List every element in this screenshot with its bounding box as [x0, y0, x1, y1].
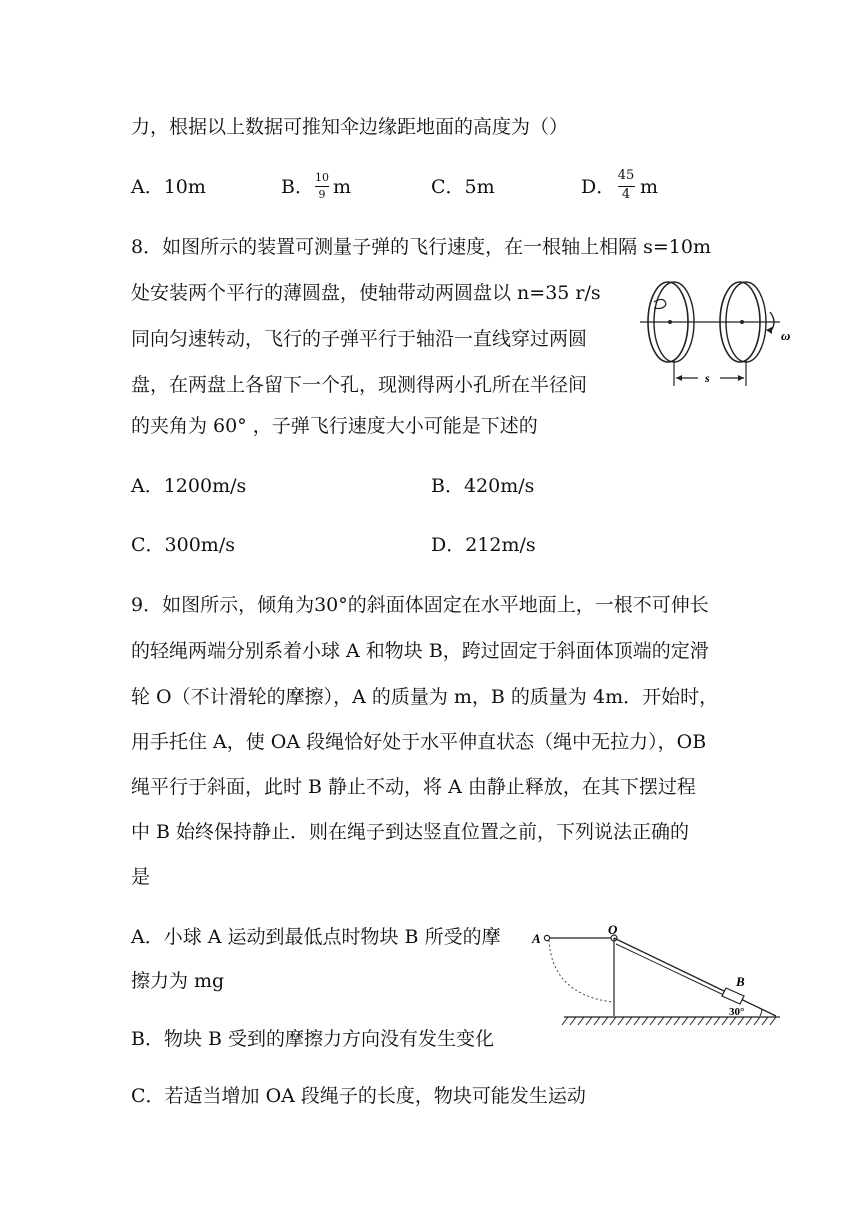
q8-s-label: s	[705, 371, 710, 385]
q8-option-d[interactable]: D．212m/s	[431, 534, 536, 556]
q8-stem-line-2: 处安装两个平行的薄圆盘，使轴带动两圆盘以 n=35 r/s	[131, 282, 601, 304]
q9-option-a-line-2: 擦力为 mg	[131, 970, 225, 992]
q9-option-c[interactable]: C．若适当增加 OA 段绳子的长度，物块可能发生运动	[131, 1085, 586, 1107]
q8-stem-line-3: 同向匀速转动，飞行的子弹平行于轴沿一直线穿过两圆	[131, 328, 588, 350]
q7-option-c[interactable]: C．5m	[431, 176, 495, 198]
q9-stem-line-5: 绳平行于斜面，此时 B 静止不动，将 A 由静止释放，在其下摆过程	[131, 776, 696, 798]
q9-incline-figure	[528, 922, 788, 1032]
q9-angle-label: 30°	[729, 1006, 745, 1018]
q9-option-b[interactable]: B．物块 B 受到的摩擦力方向没有发生变化	[131, 1028, 495, 1050]
q9-stem-line-4: 用手托住 A，使 OA 段绳恰好处于水平伸直状态（绳中无拉力），OB	[131, 731, 707, 753]
q7-option-d-label: D．	[581, 176, 616, 198]
q8-stem-line-5: 的夹角为 60° ，子弹飞行速度大小可能是下述的	[131, 415, 538, 437]
q9-stem-line-3: 轮 O（不计滑轮的摩擦），A 的质量为 m，B 的质量为 4m．开始时，	[131, 686, 719, 708]
q7-option-b-fraction-bar	[315, 186, 329, 187]
q8-omega-label: ω	[781, 328, 791, 343]
q8-option-c[interactable]: C．300m/s	[131, 534, 235, 556]
q9-label-o: O	[608, 922, 618, 937]
q7-option-a[interactable]: A．10m	[131, 176, 206, 198]
q9-stem-line-7: 是	[131, 866, 151, 888]
q9-stem-line-2: 的轻绳两端分别系着小球 A 和物块 B，跨过固定于斜面体顶端的定滑	[131, 640, 709, 662]
q7-option-b-numerator: 10	[315, 171, 329, 184]
q7-option-d-denominator: 4	[621, 187, 631, 202]
q9-stem-line-1: 9．如图所示，倾角为30°的斜面体固定在水平地面上，一根不可伸长	[131, 594, 709, 616]
q9-label-a: A	[532, 931, 541, 946]
q7-stem-tail: 力，根据以上数据可推知伞边缘距地面的高度为（）	[131, 116, 569, 138]
q9-stem-line-6: 中 B 始终保持静止．则在绳子到达竖直位置之前，下列说法正确的	[131, 821, 690, 843]
q8-option-b[interactable]: B．420m/s	[431, 475, 535, 497]
q9-label-b: B	[736, 974, 745, 989]
q8-stem-line-4: 盘，在两盘上各留下一个孔，现测得两小孔所在半径间	[131, 374, 588, 396]
q7-option-b-unit: m	[333, 176, 352, 198]
q8-stem-line-1: 8．如图所示的装置可测量子弹的飞行速度，在一根轴上相隔 s=10m	[131, 236, 711, 258]
q8-option-a[interactable]: A．1200m/s	[131, 475, 247, 497]
q7-option-b-label: B．	[281, 176, 314, 198]
q7-option-b-denominator: 9	[318, 188, 326, 201]
q9-option-a-line-1: A．小球 A 运动到最低点时物块 B 所受的摩	[131, 926, 501, 948]
q8-disc-figure	[640, 280, 800, 390]
q7-option-d-unit: m	[640, 176, 659, 198]
q7-option-d-numerator: 45	[617, 168, 635, 183]
